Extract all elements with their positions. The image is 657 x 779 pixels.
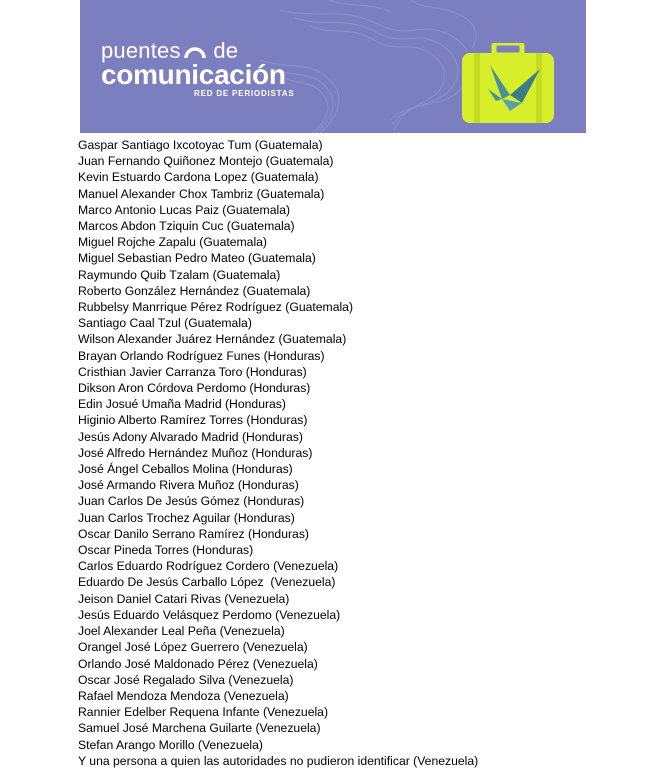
list-item: Miguel Sebastian Pedro Mateo (Guatemala) [78, 251, 316, 266]
list-item: Joel Alexander Leal Peña (Venezuela) [78, 624, 285, 639]
list-item: Rafael Mendoza Mendoza (Venezuela) [78, 688, 289, 703]
logo-text-comunicacion: comunicación [101, 59, 286, 90]
list-item: Roberto González Hernández (Guatemala) [78, 283, 311, 298]
list-item: Eduardo De Jesús Carballo López (Venezuela) [78, 575, 336, 590]
list-item: Wilson Alexander Juárez Hernández (Guatemala) [78, 332, 347, 347]
list-item: Marcos Abdon Tziquin Cuc (Guatemala) [78, 219, 295, 234]
list-item: Jesús Adony Alvarado Madrid (Honduras) [78, 429, 303, 444]
logo-tagline: RED DE PERIODISTAS [194, 89, 295, 98]
list-item: Kevin Estuardo Cardona Lopez (Guatemala) [78, 170, 319, 185]
list-item: Brayan Orlando Rodríguez Funes (Honduras) [78, 348, 325, 363]
list-item: Oscar Pineda Torres (Honduras) [78, 543, 254, 558]
list-item: Stefan Arango Morillo (Venezuela) [78, 737, 263, 752]
list-item: Jesús Eduardo Velásquez Perdomo (Venezuela) [78, 607, 341, 622]
header-banner [80, 0, 586, 133]
list-item: Samuel José Marchena Guilarte (Venezuela) [78, 721, 321, 736]
names-list [78, 137, 478, 769]
list-item: Jeison Daniel Catari Rivas (Venezuela) [78, 591, 290, 606]
list-item: José Armando Rivera Muñoz (Honduras) [78, 478, 299, 493]
list-item: Y una persona a quien las autoridades no pudieron identificar (Venezuela) [78, 753, 479, 768]
list-item: Gaspar Santiago Ixcotoyac Tum (Guatemala) [78, 138, 323, 152]
list-item: Raymundo Quib Tzalam (Guatemala) [78, 267, 281, 282]
list-item: Dikson Aron Córdova Perdomo (Honduras) [78, 381, 311, 396]
list-item: Carlos Eduardo Rodríguez Cordero (Venezuela) [78, 559, 339, 574]
list-item: Juan Fernando Quiñonez Montejo (Guatemala) [78, 154, 334, 169]
list-item: Rubbelsy Manrrique Pérez Rodríguez (Guatemala) [78, 300, 354, 315]
list-item: Miguel Rojche Zapalu (Guatemala) [78, 235, 267, 250]
list-item: Santiago Caal Tzul (Guatemala) [78, 316, 252, 331]
logo-arc-icon [101, 40, 241, 64]
list-item: Juan Carlos De Jesús Gómez (Honduras) [78, 494, 305, 509]
logo-text-de: de [213, 38, 239, 63]
list-item: Rannier Edelber Requena Infante (Venezuela) [78, 705, 329, 720]
list-item: Manuel Alexander Chox Tambriz (Guatemala) [78, 186, 325, 201]
list-item: Cristhian Javier Carranza Toro (Honduras) [78, 364, 307, 379]
list-item: José Alfredo Hernández Muñoz (Honduras) [78, 445, 313, 460]
list-item: Higinio Alberto Ramírez Torres (Honduras) [78, 413, 308, 428]
list-item: Orangel José López Guerrero (Venezuela) [78, 640, 308, 655]
list-item: Orlando José Maldonado Pérez (Venezuela) [78, 656, 318, 671]
list-item: Oscar José Regalado Silva (Venezuela) [78, 672, 294, 687]
logo-text-puentes: puentes [101, 38, 181, 63]
list-item: Juan Carlos Trochez Aguilar (Honduras) [78, 510, 295, 525]
suitcase-icon [460, 43, 556, 125]
list-item: José Ángel Ceballos Molina (Honduras) [78, 462, 293, 477]
list-item: Edin Josué Umaña Madrid (Honduras) [78, 397, 286, 412]
list-item: Oscar Danilo Serrano Ramírez (Honduras) [78, 526, 309, 541]
list-item: Marco Antonio Lucas Paiz (Guatemala) [78, 202, 291, 217]
brand-logo [101, 38, 295, 98]
